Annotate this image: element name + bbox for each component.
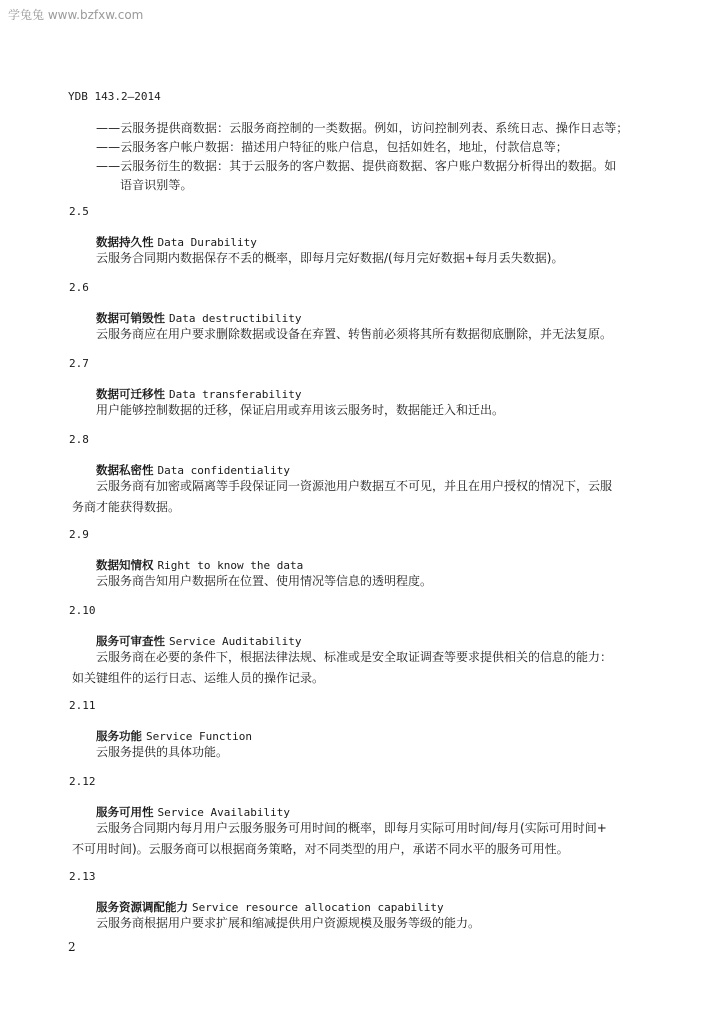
section-number: 2.9 (69, 528, 89, 541)
section-body (72, 647, 640, 689)
term-cn: 数据私密性 (96, 463, 154, 477)
standard-code: YDB 143.2—2014 (68, 90, 161, 103)
bullet-list (96, 119, 662, 195)
section-number: 2.6 (69, 281, 89, 294)
section-body (72, 818, 640, 860)
body-line: 云服务商有加密或隔离等手段保证同一资源池用户数据互不可见，并且在用户授权的情况下，云服 (96, 479, 613, 493)
body-line: 云服务合同期内每月用户云服务服务可用时间的概率，即每月实际可用时间/每月(实际可用时间+ (96, 821, 607, 835)
bullet-item (96, 157, 662, 195)
term-en: Service resource allocation capability (192, 901, 444, 914)
term-cn: 服务可用性 (96, 805, 154, 819)
section-number: 2.13 (69, 870, 96, 883)
term-cn: 服务功能 (96, 729, 142, 743)
term-en: Service Availability (157, 806, 290, 819)
bullet-continuation: 语音识别等。 (120, 178, 193, 192)
section-body (72, 324, 640, 345)
term-cn: 数据可销毁性 (96, 311, 165, 325)
term-en: Service Function (146, 730, 252, 743)
term-cn: 服务可审查性 (96, 634, 165, 648)
section-body (72, 742, 640, 763)
section-body (72, 248, 640, 269)
term-en: Data destructibility (169, 312, 302, 325)
term-en: Data Durability (157, 236, 257, 249)
body-line: 云服务提供的具体功能。 (96, 745, 229, 759)
section-body (72, 400, 640, 421)
page-number: 2 (68, 940, 76, 954)
term-en: Data confidentiality (157, 464, 290, 477)
body-line: 云服务商应在用户要求删除数据或设备在弃置、转售前必须将其所有数据彻底删除，并无法复原。 (96, 327, 613, 341)
body-line: 如关键组件的运行日志、运维人员的操作记录。 (72, 671, 325, 685)
body-line: 云服务商根据用户要求扩展和缩减提供用户资源规模及服务等级的能力。 (96, 916, 481, 930)
body-line: 云服务商在必要的条件下，根据法律法规、标准或是安全取证调查等要求提供相关的信息的能力： (96, 650, 613, 664)
section-number: 2.12 (69, 775, 96, 788)
bullet-text: ——云服务提供商数据：云服务商控制的一类数据。例如，访问控制列表、系统日志、操作日志等； (96, 121, 629, 135)
term-en: Right to know the data (157, 559, 304, 572)
term-cn: 数据知情权 (96, 558, 154, 572)
bullet-text: ——云服务衍生的数据：其于云服务的客户数据、提供商数据、客户账户数据分析得出的数据。如 (96, 159, 617, 173)
body-line: 云服务合同期内数据保存不丢的概率，即每月完好数据/(每月完好数据+每月丢失数据)。 (96, 251, 564, 265)
term-en: Data transferability (169, 388, 302, 401)
body-line: 不可用时间)。云服务商可以根据商务策略，对不同类型的用户，承诺不同水平的服务可用性。 (72, 842, 569, 856)
watermark-text: 学兔兔 www.bzfxw.com (8, 8, 144, 22)
body-line: 务商才能获得数据。 (72, 500, 181, 514)
term-cn: 数据可迁移性 (96, 387, 165, 401)
term-cn: 服务资源调配能力 (96, 900, 188, 914)
section-number: 2.7 (69, 357, 89, 370)
bullet-text: ——云服务客户帐户数据：描述用户特征的账户信息，包括如姓名，地址，付款信息等； (96, 140, 568, 154)
bullet-item (96, 138, 662, 157)
section-body (72, 913, 640, 934)
section-number: 2.11 (69, 699, 96, 712)
bullet-item (96, 119, 662, 138)
term-cn: 数据持久性 (96, 235, 154, 249)
section-number: 2.10 (69, 604, 96, 617)
body-line: 用户能够控制数据的迁移，保证启用或弃用该云服务时，数据能迁入和迁出。 (96, 403, 505, 417)
term-en: Service Auditability (169, 635, 302, 648)
section-body (72, 571, 640, 592)
body-line: 云服务商告知用户数据所在位置、使用情况等信息的透明程度。 (96, 574, 433, 588)
section-number: 2.8 (69, 433, 89, 446)
section-number: 2.5 (69, 205, 89, 218)
section-body (72, 476, 640, 518)
